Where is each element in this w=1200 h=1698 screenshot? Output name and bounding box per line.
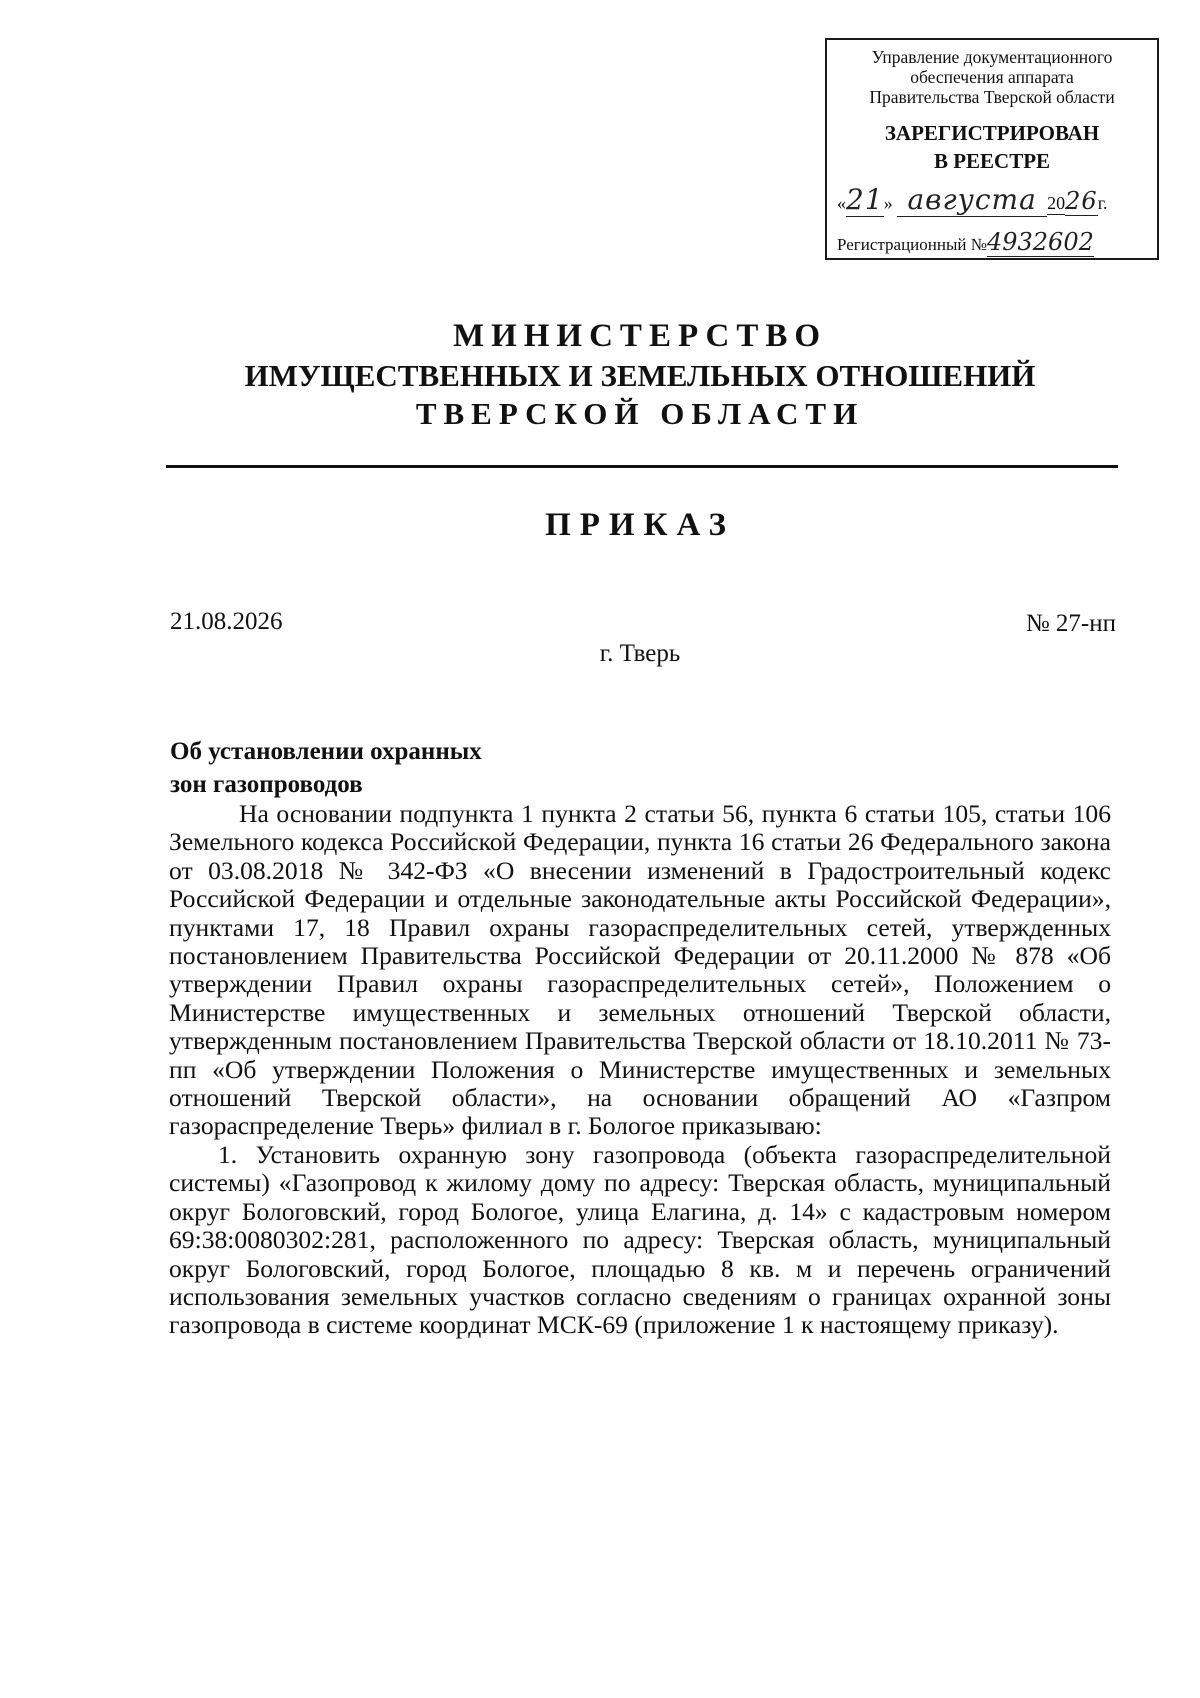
subject-line2: зон газопроводов xyxy=(170,771,363,798)
stamp-reg-number xyxy=(837,228,1157,256)
ministry-title-line2: ИМУЩЕСТВЕННЫХ И ЗЕМЕЛЬНЫХ ОТНОШЕНИЙ xyxy=(244,358,1036,393)
document-date: 21.08.2026 xyxy=(170,608,283,635)
document-body xyxy=(169,800,1111,1340)
ministry-title-line3: ТВЕРСКОЙ ОБЛАСТИ xyxy=(415,396,865,431)
preamble-paragraph: На основании подпункта 1 пункта 2 статьи 56, пункта 6 статьи 105, статьи 106 Земельного кодекса Российской Федерации, пункта 16 статьи 26 Федерального закона от 03.08.2018 № 342-ФЗ «О внесении изменений в Градостроительный кодекс Российской Федерации и отдельные законодательные акты Российской Федерации», пунктами 17, 18 Правил охраны газораспределительных сетей, утвержденных постановлением Правительства Российской Федерации от 20.11.2000 № 878 «Об утверждении Правил охраны газораспределительных сетей», Положением о Министерстве имущественных и земельных отношений Тверской области, утвержденным постановлением Правительства Тверской области от 18.10.2011 № 73-пп «Об утверждении Положения о Министерстве имущественных и земельных отношений Тверской области», на основании обращений АО «Газпром газораспределение Тверь» филиал в г. Бологое приказываю: xyxy=(169,799,1111,1141)
stamp-registered-line1: ЗАРЕГИСТРИРОВАН xyxy=(884,121,1100,145)
document-number: № 27-нп xyxy=(1025,610,1116,637)
stamp-date-day: 21 xyxy=(846,183,884,216)
stamp-date-open-quote: « xyxy=(837,193,846,213)
subject-line1: Об установлении охранных xyxy=(170,738,482,765)
stamp-org-line3: Правительства Тверской области xyxy=(869,87,1115,107)
stamp-date-close-quote: » xyxy=(883,193,893,213)
stamp-date xyxy=(837,183,1151,219)
stamp-org-line1: Управление документационного xyxy=(871,47,1113,67)
stamp-registered xyxy=(827,119,1157,175)
stamp-date-month: августа xyxy=(897,183,1047,217)
ministry-title-line1: МИНИСТЕРСТВО xyxy=(452,318,828,354)
stamp-date-year-suffix: 26 xyxy=(1065,187,1098,215)
stamp-organization xyxy=(827,47,1157,107)
document-city: г. Тверь xyxy=(599,640,681,667)
stamp-date-year-prefix: 20 xyxy=(1047,193,1066,213)
stamp-reg-number-value: 4932602 xyxy=(986,228,1094,256)
stamp-reg-number-label: Регистрационный № xyxy=(837,235,987,254)
header-divider xyxy=(166,465,1118,468)
order-item-1: 1. Установить охранную зону газопровода (объекта газораспределительной системы) «Газопровод к жилому дому по адресу: Тверская область, муниципальный округ Бологовский, город Бологое, улица Елагина, д. 14» с кадастровым номером 69:38:0080302:281, расположенного по адресу: Тверская область, муниципальный округ Бологовский, город Бологое, площадью 8 кв. м и перечень ограничений использования земельных участков согласно сведениям о границах охранной зоны газопровода в системе координат МСК-69 (приложение 1 к настоящему приказу). xyxy=(169,1139,1111,1340)
registration-stamp xyxy=(825,38,1159,260)
stamp-org-line2: обеспечения аппарата xyxy=(910,67,1074,87)
document-subject xyxy=(170,735,482,801)
stamp-registered-line2: В РЕЕСТРЕ xyxy=(933,149,1051,173)
stamp-date-year-mark: г. xyxy=(1097,193,1108,213)
document-type: ПРИКАЗ xyxy=(545,507,735,543)
